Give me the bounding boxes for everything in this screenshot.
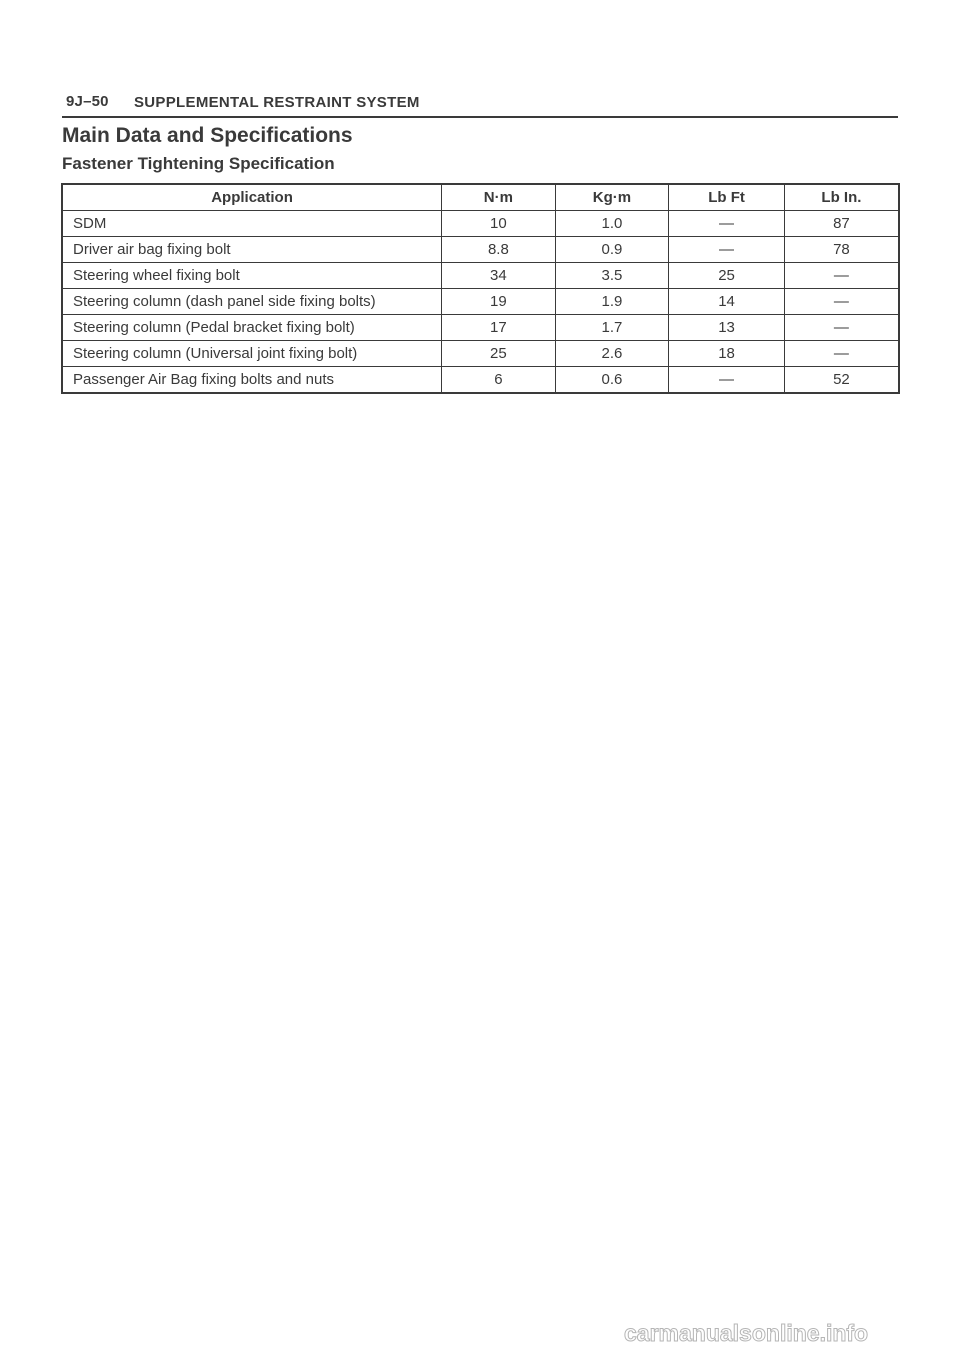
- table-row: [62, 237, 899, 263]
- table-header-row: [62, 184, 899, 211]
- cell-lbft: —: [669, 237, 785, 263]
- cell-lbin: —: [784, 315, 899, 341]
- cell-application: Passenger Air Bag fixing bolts and nuts: [62, 367, 442, 394]
- cell-nm: 10: [442, 211, 556, 237]
- cell-nm: 17: [442, 315, 556, 341]
- watermark-text: carmanualsonline.info: [624, 1320, 869, 1346]
- cell-lbft: 13: [669, 315, 785, 341]
- cell-lbft: —: [669, 367, 785, 394]
- cell-lbin: 78: [784, 237, 899, 263]
- cell-nm: 8.8: [442, 237, 556, 263]
- cell-nm: 19: [442, 289, 556, 315]
- cell-nm: 6: [442, 367, 556, 394]
- cell-kgm: 1.7: [555, 315, 669, 341]
- cell-kgm: 2.6: [555, 341, 669, 367]
- cell-lbft: 25: [669, 263, 785, 289]
- column-header-kgm: Kg·m: [555, 184, 669, 211]
- cell-application: Driver air bag fixing bolt: [62, 237, 442, 263]
- page-header: [62, 88, 898, 118]
- cell-kgm: 0.6: [555, 367, 669, 394]
- cell-application: SDM: [62, 211, 442, 237]
- cell-lbin: —: [784, 289, 899, 315]
- cell-kgm: 1.0: [555, 211, 669, 237]
- cell-application: Steering column (dash panel side fixing bolts): [62, 289, 442, 315]
- column-header-lbft: Lb Ft: [669, 184, 785, 211]
- table-row: [62, 289, 899, 315]
- cell-kgm: 0.9: [555, 237, 669, 263]
- cell-lbin: —: [784, 263, 899, 289]
- watermark: [620, 1320, 950, 1348]
- column-header-lbin: Lb In.: [784, 184, 899, 211]
- fastener-spec-table: [61, 183, 900, 394]
- cell-application: Steering column (Pedal bracket fixing bolt): [62, 315, 442, 341]
- main-heading: Main Data and Specifications: [62, 124, 353, 147]
- column-header-application: Application: [62, 184, 442, 211]
- cell-lbft: 18: [669, 341, 785, 367]
- cell-kgm: 1.9: [555, 289, 669, 315]
- section-title: SUPPLEMENTAL RESTRAINT SYSTEM: [134, 94, 420, 111]
- page-number: 9J–50: [66, 93, 109, 110]
- table-row: [62, 211, 899, 237]
- cell-lbin: 52: [784, 367, 899, 394]
- cell-application: Steering wheel fixing bolt: [62, 263, 442, 289]
- table-row: [62, 367, 899, 394]
- cell-lbin: —: [784, 341, 899, 367]
- cell-kgm: 3.5: [555, 263, 669, 289]
- table-row: [62, 315, 899, 341]
- cell-nm: 25: [442, 341, 556, 367]
- sub-heading: Fastener Tightening Specification: [62, 154, 335, 173]
- cell-lbin: 87: [784, 211, 899, 237]
- column-header-nm: N·m: [442, 184, 556, 211]
- cell-lbft: 14: [669, 289, 785, 315]
- table-row: [62, 341, 899, 367]
- cell-application: Steering column (Universal joint fixing bolt): [62, 341, 442, 367]
- cell-nm: 34: [442, 263, 556, 289]
- table-row: [62, 263, 899, 289]
- cell-lbft: —: [669, 211, 785, 237]
